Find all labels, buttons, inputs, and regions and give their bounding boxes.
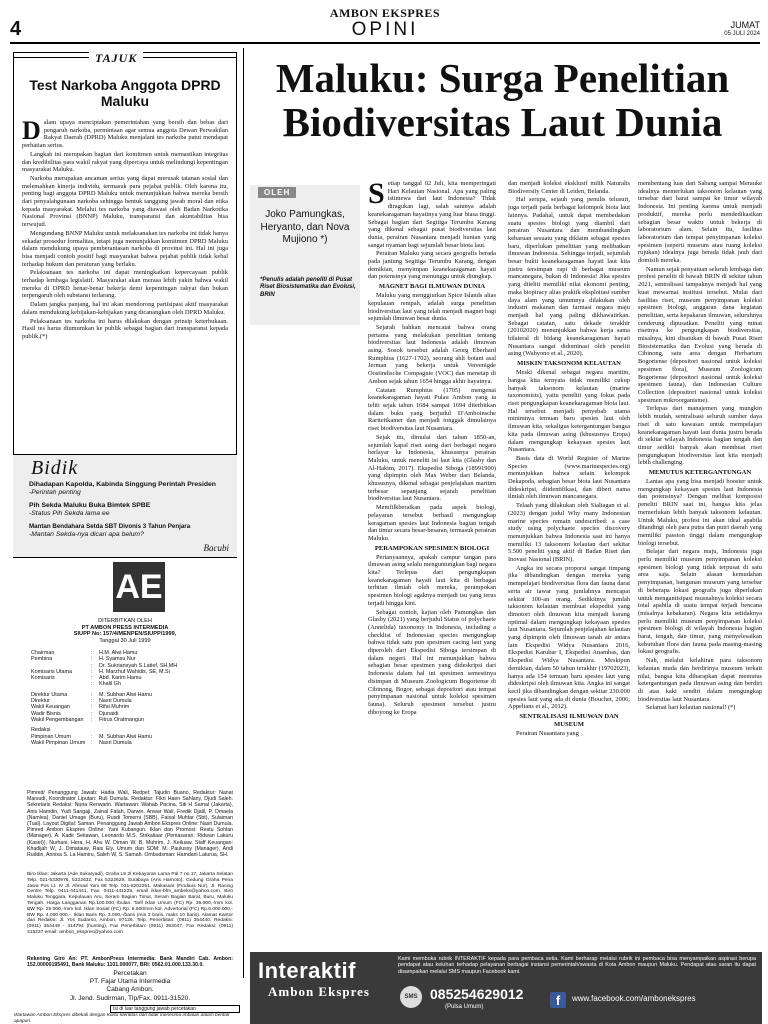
bidik-box (13, 454, 237, 558)
tajuk-paragraph: Langkah ini merupakan bagian dari komitmen untuk memastikan integritas dan kredibilitas para wakil rakyat yang dipercaya untuk melindungi kepentingan masyarakat Maluku. (22, 150, 228, 174)
masthead-row: Direktur : Nasri Dumula (31, 698, 132, 705)
article-paragraph: Selamat hari kelautan nasional! (*) (646, 704, 736, 712)
section-title: OPINI (351, 19, 419, 40)
interaktif-brand: Ambon Ekspres (268, 984, 370, 999)
masthead-row: Wadir Bisnis : Djunaidi (31, 710, 119, 717)
publisher-line: PT AMBON PRESS INTERMEDIA (81, 624, 169, 631)
publisher-line: Tanggal 30 Juli 1999 (99, 637, 151, 644)
bidik-signature: Bacubi (203, 543, 229, 553)
article-paragraph: Namun sejak penyatuan seluruh lembaga dan profesi peneliti di bawah BRIN di sekitar tahun 2021, sentralisasi tampaknya menjadi hal yang kuat mewarnai institusi tersebut. Mulai dari fasilitas riset, museum penyimpanan koleksi spesimen biologi, anggaran dana kegiatan penelitian, serta kepakaran ilmuwan, seluruhnya cenderung dipusatkan. Peneliti yang minat risetnya ke pengungkapan biodiversitas, misalnya, kini disatukan di bawah Pusat Riset Biosistematika dan Evolusi yang berada di Cibinong, satu area dengan Herbarium Bogoriense (depositori nasional untuk koleksi spesimen flora), Museum Zoologicum Bogoriense (depositori nasional untuk koleksi spesimen fauna), dan Indonesian Culture Collection (depositori nasional untuk koleksi spesimen mikroorganisme). (638, 265, 762, 404)
article-column-2 (508, 180, 630, 950)
article-paragraph: Terlepas dari manajemen yang mungkin lebih mudah, sentralisasi seluruh sumber daya riset di satu kawasan untuk mempelajari keanekaragaman hayati laut dunia justru berada di sekitar wilayah Indonesia bagian tengah dan timur sedikit banyak akan membuat riset pengungkapan biodiversitas laut kita menjadi lebih challenging. (638, 405, 762, 467)
masthead (13, 562, 237, 1017)
interaktif-text: Kami membuka rubrik INTERAKTIF kepada para pembaca setia. Kami berharap melalui rubrik ini pembaca bisa menyampaikan aspirasi berupa pendapat atau keluhan terhadap pelayanan berbagai instansi pemerintah/swasta di Kota Ambon maupun Maluku. Pendapat atau saran itu dapat disampaikan melalui SMS maupun Facebook kami. (398, 956, 756, 975)
bidik-comment: -Status Pih Sekda lama ee (29, 510, 110, 517)
masthead-row: Komisaris : Abd. Karim Hamu (31, 675, 142, 682)
article-subheading: MISKIN TAKSONOM KELAUTAN (517, 360, 621, 368)
article-paragraph: Perairan Nusantara yang (516, 730, 579, 738)
paper-name: AMBON EKSPRES (329, 6, 441, 20)
bidik-comment: -Perintah penting (29, 489, 81, 496)
article-paragraph: Sejarah bahkan mencatat bahwa orang pertama yang melakukan penelitian tentang biodiversitas laut Indonesia adalah ilmuwan asing. Sosok tersebut adalah Georg Eberhard Rumphius (1627-1702), seorang ahli botani asal Jerman yang bekerja untuk Vereenigde Oostindische Compagnie (VOC) dan menetap di Ambon sejak tahun 1654 hingga akhir hayatnya. (368, 323, 496, 385)
article-paragraph: Nah, melalui kelahiran para taksonom kelautan muda dan berdirinya museum terkait nilai, bangsa kita diharapkan dapat memutus ketergantungan pada ilmuwan asing dan berdiri di atas kaki sendiri dalam mengungkap biodiversitas laut Nusantara. (638, 657, 762, 703)
tajuk-box (13, 52, 237, 456)
masthead-note: Wartawan Ambon Ekspres dibekali dengan Kartu Identitas dan tidak menerima imbalan dalam bentuk apapun. (14, 1013, 230, 1024)
author-names: Joko Pamungkas, Heryanto, dan Nova Mujiono *) (260, 209, 350, 245)
article-paragraph: Meski dikenal sebagai negara maritim, bangsa kita ternyata tidak memiliki cukup banyak taksonom kelautan (marine taxonomists), yaitu peneliti yang fokus pada riset pengungkapan keanekaragaman biota laut. Hal tersebut menjadi penyebab utama minimnya temuan baru spesies laut oleh ilmuwan kita, sekaligus ketergantungan bangsa kita pada ilmuwan asing (khususnya Eropa) dalam mengungkap kekayaan spesies laut Nusantara. (508, 369, 630, 454)
article-paragraph: Lantas apa yang bisa menjadi booster untuk mengungkap kekayaan spesies laut Indonesia dan potensinya? Dengan melihat komposisi peneliti BRIN saat ini, bangsa kita jelas memerlukan lebih banyak taksonom kelautan. Untuk Maluku, profesi ini akan ideal apabila ditandingi oleh para putra dan putri daerah yang memiliki passion tinggi dalam mengungkap biologi tersebut. (638, 478, 762, 547)
sms-phone[interactable]: 085254629012 (430, 986, 524, 1002)
interaktif-title: Interaktif (258, 958, 356, 983)
article-paragraph: Catatan Rumphius (1705) mengenai keanekaragaman hayati Pulau Ambon yang ia teliti sejak tahun 1684 sampai 1694 diterbitkan dalam buku yang berjudul D'Amboinsche Rariteitkamer dan menjadi tonggak dimulainya riset biodiversitas laut Nusantara. (368, 386, 496, 433)
article-paragraph: membentang luas dari Sabang sampai Merauke idealnya memerlukan taksonom kelautan yang tersebar dari barat sampai ke timur wilayah Indonesia. Ini penting karena untuk menjadi produktif, mereka perlu mendedikasikan sebagian besar waktu untuk bekerja di laboratorium alam. Selain itu, fasilitas laboratorium dan tempat penyimpanan koleksi spesimen (seperti museum atau ruang koleksi rujukan) idealnya juga berada tidak jauh dari domisili mereka. (638, 180, 762, 265)
ae-logo: AE (113, 562, 165, 612)
article-subheading: PERAMPOKAN SPESIMEN BIOLOGI (374, 544, 490, 552)
tajuk-paragraph: Mengundang BNNP Maluku untuk melaksanakan tes narkoba ini tidak hanya sekadar prosedur formalitas, tetapi juga menunjukkan komitmen DPRD Maluku dalam mendukung upaya pemberantasan narkoba di provinsi ini. Hal ini juga bisa menjadi contoh positif bagi masyarakat bahwa pejabat publik tidak kebal terhadap hukum dan peraturan yang berlaku. (22, 229, 229, 268)
tajuk-body (22, 116, 229, 342)
author-note: *Penulis adalah peneliti di Pusat Riset Biosistematika dan Evolusi, BRIN (260, 277, 356, 298)
disclaimer-box: Isi di luar tanggung jawab percetakan (110, 1005, 240, 1013)
bidik-label: Bidik (31, 457, 79, 479)
article-paragraph: Sejak itu, dimulai dari tahun 1850-an, sejumlah kapal riset asing dari berbagai negara berlayar ke Indonesia, khususnya perairan Maluku, untuk meneliti isi laut kita (Glasby dan Al-Hakim, 2017). Ekspedisi Siboga (18991900) yang dipimpin oleh Max Weber dari Belanda, khususnya, dikenal sebagai penjelajahan maritim terbesar sepanjang sejarah penelitian biodiversitas laut Nusantara. (368, 433, 496, 503)
facebook-link[interactable]: www.facebook.com/ambonekspres (572, 994, 696, 1003)
tajuk-title: Test Narkoba Anggota DPRD Maluku (29, 77, 221, 109)
article-paragraph: etiap tanggal 02 Juli, kita memperingati Hari Kelautan Nasional. Apa yang paling istimewa dari laut Indonesia? Tidak diragukan lagi, salah satunya adalah keanekaragaman hayatinya yang luar biasa tinggi. Sebagai bagian dari Segitiga Terumbu Karang yang dikenal sebagai pusat biodiversitas laut dunia, perairan Nusantara menjadi hunian yang sangat nyaman bagi sejumlah besar biota laut. (368, 180, 496, 249)
issue-day: JUMAT (730, 20, 760, 30)
printer-line: Percetakan (113, 970, 147, 977)
article-paragraph: Maluku yang menggiurkan Spice Islands alias kepulauan rempah, adalah surga penelitian biodiversitas laut yang telah menjadi magnet bagi sejumlah ilmuwan besar dunia. (368, 292, 496, 323)
masthead-row: Direktur Utama : M. Subhan Alwi Hamu (31, 691, 153, 698)
bidik-headline: Pih Sekda Maluku Buka Bimtek SPBE (29, 502, 151, 509)
article-paragraph: Telaah yang dilakukan oleh Sialiagan et al. (2023) dengan judul Why many Indonesian marine species remain undescribed: a case study using polychaete species discovery menunjukkan bahwa Indonesia saat ini hanya memiliki 13 taksonom kelautan dari sekitar 5.500 peneliti yang aktif di Badan Riset dan Inovasi Nasional (BRIN). (508, 502, 630, 564)
printer-line: Jl. Jend. Sudirman, Tlp/Fax. 0911-31520. (69, 994, 191, 1002)
masthead-row: Komisaris Utama : H. Marzhuf Wahidis, SE, M.Si (31, 668, 170, 675)
byline-label: OLEH (258, 187, 296, 198)
printer-info (30, 970, 230, 1003)
article-subheading: MAGNET BAGI ILMUWAN DUNIA (378, 283, 486, 291)
masthead-row: : Khalil Gh (91, 681, 121, 688)
article-paragraph: Memfilkberatkan pada aspek biologi, pelayaran tersebut berhasil mengungkap keragaman spesies laut Indonesia bagian tengah dan timur secara besar-besaran, termasuk perairan Maluku. (368, 504, 496, 542)
tajuk-paragraph: alam upaya menciptakan pemerintahan yang bersih dan bebas dari pengaruh narkoba, permintaan agar semua anggota Dewan Perwakilan Rakyat Daerah (DPRD) Maluku menjalani tes narkoba patut mendapat perhatian serius. (22, 119, 228, 150)
bidik-headline: Mantan Bendahara Setda SBT Divonis 3 Tahun Penjara (29, 523, 191, 530)
interaktif-banner (250, 952, 762, 1024)
page-number: 4 (10, 18, 22, 40)
bidik-headline: Dihadapan Kapolda, Kabinda Singgung Perintah Presiden (29, 481, 216, 488)
masthead-row: Pembina : H. Syamsu Nur (31, 656, 136, 663)
article-paragraph: Basis data di World Register of Marine Species (www.marinespecies.org) menunjukkan bahwa selain kelompok Dekapoda, sebagian besar biota laut Nusantara dideskripsi, diidentifikasi, dan diberi nama ilmiah oleh ilmuwan mancanegara. (508, 454, 630, 501)
masthead-row: Wakil Pengembangan : Fitrus Oratmangun (31, 716, 144, 723)
article-column-3 (638, 180, 762, 950)
tajuk-paragraph: Narkoba merupakan ancaman serius yang dapat merusak tatanan sosial dan melemahkan kinerja individu, termasuk para pejabat publik. Oleh karena itu, penting bagi anggota DPRD Maluku untuk menunjukkan bahwa mereka bersih dari penyalahgunaan narkoba sehingga bentuk tanggung jawab moral dan etika kepada masyarakat. Melalui tes narkoba yang diawasi oleh Badan Narkotika Nasional Provinsi (BNNP) Maluku, transparansi dan akuntabilitas bisa terwujud. (22, 174, 228, 229)
article-paragraph: dan menjadi koleksi eksklusif milik Naturalis Biodiversity Center di Leiden, Belanda. (508, 180, 630, 195)
article-paragraph: Angka ini secara proporsi sangat timpang jika dibandingkan dengan mereka yang mempelajari biodiversitas flora dan fauna darat serta air tawar yang jumlahnya mencapai sekitar 100-an orang. Sedikitnya jumlah taksonom kelautan membuat ekspedisi yang dimotori oleh ilmuwan kita menjadi kurang optimal dalam mengungkap kekayaan spesies laut Nusantara. Sejumlah penjelajahan kelautan yang dipimpin oleh ilmuwan tanah air antara lain Ekspedisi Widya Nusantara 2016, Ekspedisi Karubar I, Ekspedisi Anambas, dan Ekspedisi Widya Nusantara. Meskipun demikian, dalam 50 tahun terakhir (19702023), hanya ada 154 temuan baru spesies laut yang dideskripsi oleh ilmuwan kita. Angka ini sangat kecil jika dibandingkan dengan sekitar 230.000 spesies laut yang ada di dunia (Bouchet, 2006; Appeltans et al., 2012). (508, 564, 630, 711)
masthead-staff: Pimred/ Penanggung Jawab: Hadia Wali, Redpel: Tajudin Buano, Redaktur: Nanat Marsudi, Koordinator Liputan: Ruli Dumula. Redaktur: Fikri Haen Sahlany, Djudi Saleh. Sekretaris Redaksi: Nuria Renwarin. Wartawan: Wahab Pacina, Siti H Samal (Jakarta), Anis Hamdin, Yudi Sangaji, Zainal Fatah, Darwin. Anwar Wali, Fredik Djalil, P. Dmaela (Namlea), Daniel Umage (Buru), Rusdi Tomerni (SBB), Faisal Muhtar (Sbt), Sulaiman (Tual). Layout Digital: Saman. Penanggung Jawab Ambon Ekspres Online: Nasri Dumula. Pimred Ambon Ekspres Online: Yani Kubangun. Iklan dan Promosi: Restu Sohlan (Manager), A. Kadir Setiawan, Leonardo M.S. Strikaliaar (Pemasaran: Ridwan Lakuru (Kaset)), Nurhani, Hera, H. Ahu W. Diman W. B. Muhrim, J. Keiluaw. Staff Keuangan: Khadijah W, J. Dimatauw, Rais Ely. Umum dan SDM: M. Paulussy (Manager), Andi Ruddin, Annisa S. La Hamiru, Saleh W, S. Samah. Ombudsman: Hamdani Laturua, SH. (27, 790, 233, 859)
printer-line: Cabang Ambon. (106, 986, 154, 994)
tajuk-paragraph: Pelaksanaan tes narkoba ini dapat meningkatkan kepercayaan publik terhadap lembaga legislatif. Masyarakat akan merasa lebih yakin bahwa wakil mereka di DPRD benar-benar bekerja demi kepentingan rakyat dan bukan terpengaruh oleh substansi terlarang. (22, 269, 228, 300)
article-paragraph: Sebagai contoh, kajian oleh Pamungkas dan Glasby (2021) yang berjudul Status of polychaete (Annelida) taxonomy in Indonesia, including a checklist of Indonesian species mengungkap bahwa tidak satu pun spesimen cacing laut yang diperoleh dari Ekspedisi Siboga tersimpan di dalam negeri. Hal ini menunjukkan bahwa sebagian besar spesimen yang dideskripsi dari Indonesia dalam hal ini spesimen semestinya disimpan di Museum Zoologicum Bogoriense di Cibinong, Bogor, sebagai depositori atau tempat penyimpanan nasional untuk koleksi spesimen fauna). Seluruh spesimen tersebut justru diboyong ke Eropa (368, 608, 496, 716)
article-paragraph: Perairan Maluku yang secara geografis berada pada jantung Segitiga Terumbu Karang, dengan demikian, menyimpan keanekaragaman hayati dan potensinya yang menunggu untuk diungkap. (368, 250, 496, 281)
bidik-comment: -Mantan Sekda-nya dicari apa belum? (29, 531, 144, 538)
article-title: Maluku: Surga Penelitian Biodiversitas Laut Dunia (275, 55, 730, 145)
masthead-address: Biro Iklan: Jakarta (Ade Sukaryadi), Graha L9 2l Kebayoran Lama Pal 7 no.17, Jakarta Selatan Telp. 021-5330976, 5322632, Fax 5322629. Surabaya (Aris Harnoto), Gedung Graha Pena Jawa Pos Lt. IV Jl. Ahmad Yani 88 Telp. 031-8202251. Makassar (Findaus Nur), Jl. Racing Centre Telp. 0411-441441, Fax. 0411-441225, email iklan-bfm_ambeks@yahoo.com. Biro Maluku Tenggara, Kepulauan Aru, Seram Bagian Timur, Seram Bagian Barat, Buru, Maluku Tengah. Harga Langganan Rp.100.000,-/bulan. Tarif Iklan Umum (FC) Rp. 35.000,-/mm kol. BW Rp. 25.000,-/mm kol. Iklan Sosial (FC) Rp. 8.500/mm kol. Advertorial (FC) Rp.6.000.000,- BW Rp. 4.000.000,-. Iklan Baris Rp. 3.000,-/baris (min 2 baris, maks 10 baris). Alamat Kantor dan Redaksi: Jl. Yos Sudarso, Ambon, 97126. Telp. Penerbitan: (0911) 354440, Redaksi: (0911) 354449 - 314794 (hunting), Fax Penerbitan: (0911) 353047, Fax Redaksi: (0911) 315237 email: ambon_ekspres@yahoo.com. (27, 872, 233, 935)
article-subheading: SENTRALISASI ILMUWAN DAN MUSEUM (519, 713, 619, 729)
masthead-row: : Dr. Sukriansyah S.Latief, SH,MH (91, 662, 178, 669)
masthead-row: Redaksi (31, 727, 51, 734)
sms-icon: SMS (400, 986, 422, 1008)
column-divider (243, 48, 244, 978)
masthead-bank: Rekening Giro An: PT. AmbonPress Intermedia: Bank Mandiri Cab. Ambon: 152.00000195491, Bank Maluku: 1101.000077, BRI: 0562.01.000.133.30.0. (27, 956, 233, 969)
header-rule (10, 42, 760, 44)
article-paragraph: Belajar dari negara maju, Indonesia juga perlu memiliki museum penyimpanan koleksi spesimen biologi yang tidak terpusat di satu area saja. Selain alasan kemudahan penyimpanan, bangunan museum yang tersebar di beberapa lokasi geografis juga diperlukan untuk mengantisipasi musnahnya koleksi secara total apabila di suatu tempat terjadi bencana (misalnya kebakaran). Negara kita setidaknya perlu memiliki museum penyimpanan koleksi spesimen biologi di wilayah Indonesia bagian barat, tengah, dan timur, yang menyelesaikan kebutuhan flora dan fauna pada masing-masing lokasi geografis. (638, 548, 762, 656)
article-column-1 (368, 180, 496, 950)
byline-box (250, 185, 360, 325)
issue-date: 05 JULI 2024 (724, 31, 760, 37)
masthead-row: Wakil Keuangan : Rifai Muhrim (31, 704, 130, 711)
masthead-row: Wakil Pimpinan Umum : Nasri Dumula (31, 739, 132, 746)
masthead-row: Chairman : H.M. Alwi Hamu (31, 650, 138, 656)
article-subheading: MEMUTUS KETERGANTUNGAN (648, 469, 752, 477)
masthead-row: Pimpinan Umum : M. Subhan Alwi Hamu (31, 733, 153, 740)
publisher-line: DITERBITKAN OLEH (98, 618, 152, 624)
article-paragraph: Hal serupa, sejauh yang penulis telusuri, juga terjadi pada berbagai kelompok biota laut lainnya. Padahal, untuk dapat membedakan suatu spesies biologi yang diambil dari perairan Nusantara dan membandingkan kebaruan sesuatu yang diklaim sebagai spesies baru, diperlukan penelitian yang melibatkan ilmuwan Indonesia. Sehingga terjadi, sejumlah besar bukti keanekaragaman hayati laut kita justru tersimpan rapi di berbagai museum mancanegara, bukan di Indonesia! Jika spesies yang diteliti memiliki nilai ekonomi penting, maka biopiracy alias praktik eksploitasi sumber daya alam yang umumnya dilakukan oleh industri makanan dan farmasi negara maju menjadi hal yang paling dikhawatirkan. Sebagai catatan, satu dekade terakhir (20102020) menunjukkan bahwa kerja sama bilateral di bidang keanekaragaman hayati Nusantara sangat didominasi oleh peneliti asing (Wahyono et al., 2020). (508, 196, 630, 358)
tajuk-paragraph: Pelaksanaan tes narkoba ini harus dilakukan dengan prinsip keterbukaan. Hasil tes harus diumumkan ke publik sebagai bagian dari transparansi kepada publik.(*) (22, 317, 228, 340)
tajuk-drop-cap: D (22, 116, 41, 145)
article-paragraph: Pertanyaannya, apakah campur tangan para ilmuwan asing selalu menguntungkan bagi negara kita? Terlepas dari pengungkapan keanekaragaman hayati laut kita di berbagai terbitan ilmiah oleh mereka, perampokan spesimen biologi agaknya menjadi isu yang terus terjadi hingga kini. (368, 553, 496, 607)
tajuk-paragraph: Dalam jangka panjang, hal ini akan mendorong partisipasi aktif masyarakat dalam mendukung kebijakan-kebijakan yang dicanangkan oleh DPRD Maluku. (22, 301, 228, 316)
sms-phone-note: (Pulsa Umum) (445, 1004, 484, 1010)
article-drop-cap: S (368, 180, 385, 210)
publisher-line: SIUPP No: 157/4/MENPEN/SIUPP/1999, (73, 631, 177, 637)
printer-line: PT. Fajar Utama Intermedia (89, 978, 171, 986)
tajuk-label: TAJUK (89, 51, 143, 66)
facebook-icon: f (550, 990, 566, 1009)
